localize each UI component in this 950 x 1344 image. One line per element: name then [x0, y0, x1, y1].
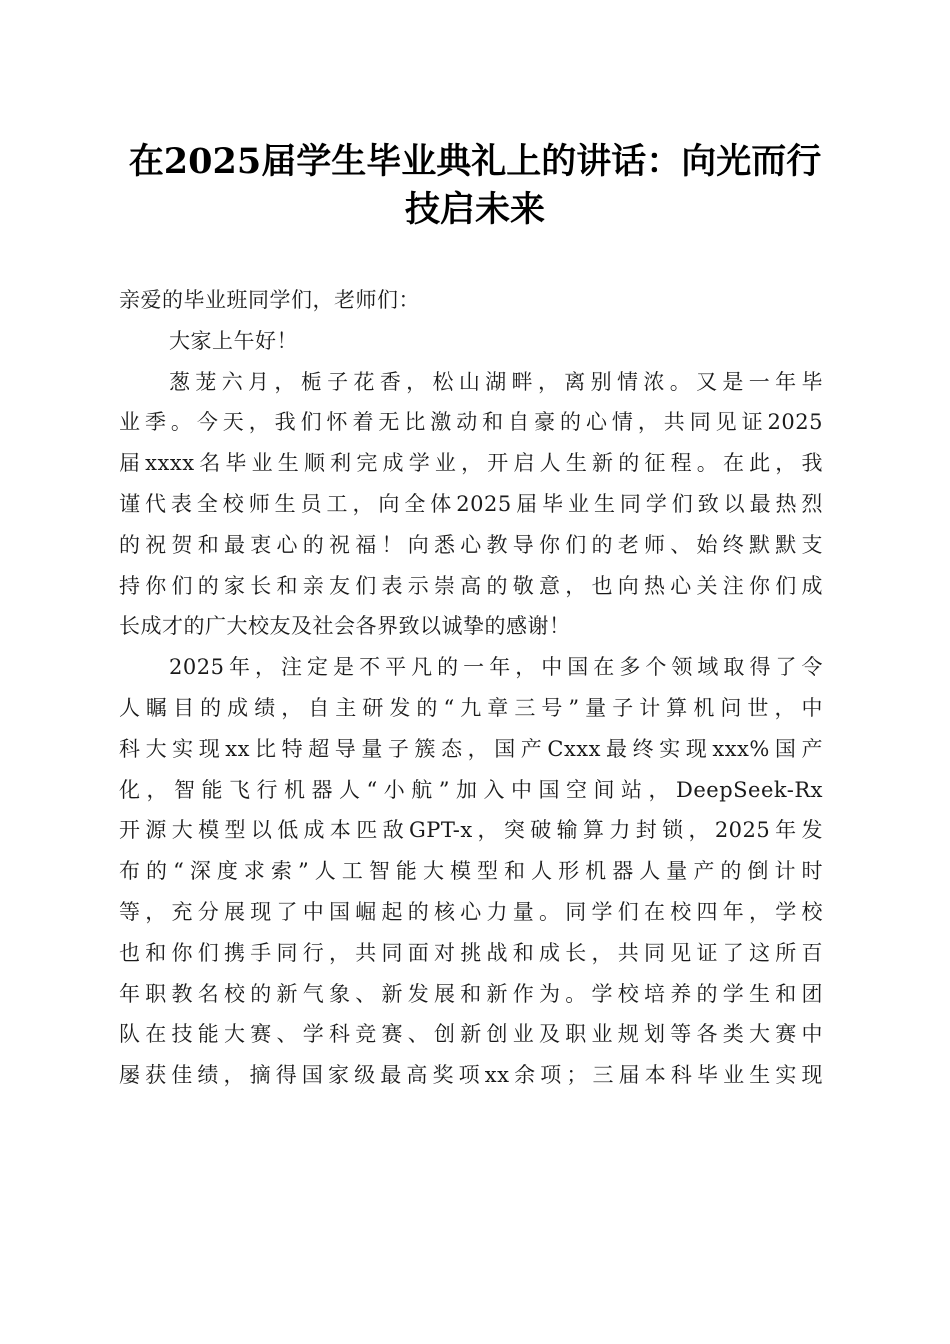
paragraph-line: 队在技能大赛、学科竞赛、创新创业及职业规划等各类大赛中 [119, 1022, 823, 1047]
paragraph-line: 也和你们携手同行，共同面对挑战和成长，共同见证了这所百 [119, 940, 823, 965]
paragraph-line: 化，智能飞行机器人“小航”加入中国空间站，DeepSeek-Rx [119, 777, 823, 802]
paragraph-line: 届xxxx名毕业生顺利完成学业，开启人生新的征程。在此，我 [119, 451, 823, 476]
document-title [100, 138, 850, 234]
paragraph-2 [119, 647, 823, 1096]
paragraph-line: 人瞩目的成绩，自主研发的“九章三号”量子计算机问世，中 [119, 695, 823, 720]
paragraph-line: 等，充分展现了中国崛起的核心力量。同学们在校四年，学校 [119, 899, 823, 924]
paragraph-line: 开源大模型以低成本匹敌GPT-x，突破输算力封锁，2025年发 [119, 818, 823, 843]
paragraph-line: 屡获佳绩，摘得国家级最高奖项xx余项；三届本科毕业生实现 [119, 1063, 823, 1088]
paragraph-line: 长成才的广大校友及社会各界致以诚挚的感谢！ [119, 614, 571, 639]
title-line-2: 技启未来 [404, 189, 545, 230]
paragraph-1 [119, 362, 823, 648]
title-line-1: 在2025届学生毕业典礼上的讲话：向光而行 [128, 141, 822, 182]
paragraph-line: 业季。今天，我们怀着无比激动和自豪的心情，共同见证2025 [119, 410, 823, 435]
document-body [119, 280, 823, 1096]
paragraph-line: 2025年，注定是不平凡的一年，中国在多个领域取得了令 [169, 655, 823, 680]
paragraph-line: 的祝贺和最衷心的祝福！向悉心教导你们的老师、始终默默支 [119, 532, 823, 557]
greeting: 大家上午好！ [169, 328, 298, 353]
paragraph-line: 持你们的家长和亲友们表示崇高的敬意，也向热心关注你们成 [119, 573, 823, 598]
paragraph-line: 科大实现xx比特超导量子簇态，国产Cxxx最终实现xxx%国产 [119, 736, 823, 761]
paragraph-line: 谨代表全校师生员工，向全体2025届毕业生同学们致以最热烈 [119, 491, 823, 516]
paragraph-line: 布的“深度求索”人工智能大模型和人形机器人量产的倒计时 [119, 859, 823, 884]
salutation: 亲爱的毕业班同学们，老师们： [119, 288, 420, 312]
paragraph-line: 葱茏六月，栀子花香，松山湖畔，离别情浓。又是一年毕 [169, 369, 823, 394]
paragraph-line: 年职教名校的新气象、新发展和新作为。学校培养的学生和团 [119, 981, 823, 1006]
